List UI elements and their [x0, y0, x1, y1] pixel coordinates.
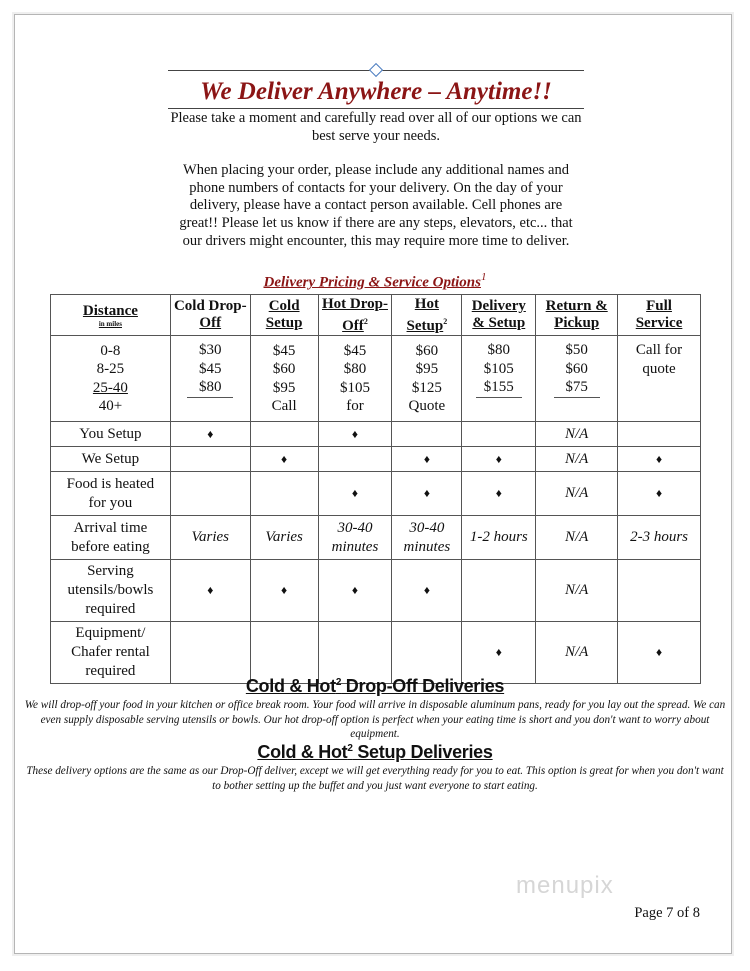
diamond-icon: ♦	[318, 472, 392, 516]
diamond-icon: ♦	[618, 622, 701, 684]
header-distance: Distance in miles	[51, 295, 171, 336]
diamond-icon: ♦	[618, 447, 701, 472]
na-cell: N/A	[536, 516, 618, 560]
return-pickup-prices: $50 $60 $75	[536, 336, 618, 422]
minutes-cell: 30-40 minutes	[318, 516, 392, 560]
minutes-cell: 30-40 minutes	[392, 516, 462, 560]
arrival-time-row	[51, 516, 701, 560]
na-cell: N/A	[536, 560, 618, 622]
row-label-serving-utensils: Serving utensils/bowls required	[51, 560, 171, 622]
setup-section	[22, 742, 728, 793]
title-block	[168, 70, 584, 109]
you-setup-row	[51, 422, 701, 447]
header-hot-setup: Hot Setup$^2$	[392, 295, 462, 336]
row-label-equipment: Equipment/ Chafer rental required	[51, 622, 171, 684]
section-title-footnote: 1	[480, 271, 487, 283]
section-title	[0, 271, 750, 291]
distance-values: 0-8 8-25 25-40 40+	[51, 336, 171, 422]
header-hot-dropoff: Hot Drop- Off$^2$	[318, 295, 392, 336]
delivery-setup-prices: $80 $105 $155	[462, 336, 536, 422]
full-service-prices: Call for quote	[618, 336, 701, 422]
header-full-service: Full Service	[618, 295, 701, 336]
dropoff-section	[22, 676, 728, 742]
header-return-pickup: Return & Pickup	[536, 295, 618, 336]
diamond-icon: ♦	[250, 560, 318, 622]
instructions-paragraph: When placing your order, please include any additional names and phone numbers of contacts for your delivery. On the day of your delivery, please have a contact person available. Cell phones are great!! Please let us know if there are any steps, elevators, etc... that our drivers might encounter, this may require more time to deliver.	[179, 162, 573, 249]
row-label-food-heated: Food is heated for you	[51, 472, 171, 516]
equipment-row	[51, 622, 701, 684]
hot-setup-prices: $60 $95 $125 Quote	[392, 336, 462, 422]
serving-utensils-row	[51, 560, 701, 622]
header-cold-setup: Cold Setup	[250, 295, 318, 336]
page-title: We Deliver Anywhere – Anytime!!	[200, 78, 552, 105]
we-setup-row	[51, 447, 701, 472]
row-label-arrival-time: Arrival time before eating	[51, 516, 171, 560]
menupix-watermark: menupix	[516, 872, 614, 899]
diamond-icon: ♦	[318, 560, 392, 622]
header-cold-dropoff: Cold Drop- Off	[170, 295, 250, 336]
food-heated-row	[51, 472, 701, 516]
two-three-hours-cell: 2-3 hours	[618, 516, 701, 560]
price-row	[51, 336, 701, 422]
title-rule-bottom	[168, 108, 584, 109]
hot-dropoff-prices: $45 $80 $105 for	[318, 336, 392, 422]
diamond-icon: ♦	[170, 560, 250, 622]
setup-description: These delivery options are the same as our Drop-Off deliver, except we will get everything ready for you to eat. This option is great for when you don't want to bother setting up the buffet and you just want everyone to start eating.	[26, 765, 724, 792]
setup-heading: Cold & Hot$^2$ Setup Deliveries	[257, 742, 493, 762]
diamond-icon: ♦	[392, 560, 462, 622]
diamond-icon: ♦	[170, 422, 250, 447]
diamond-icon: ♦	[462, 447, 536, 472]
diamond-icon: ♦	[392, 472, 462, 516]
diamond-icon: ♦	[462, 472, 536, 516]
diamond-icon: ♦	[462, 622, 536, 684]
cold-setup-prices: $45 $60 $95 Call	[250, 336, 318, 422]
cold-dropoff-prices: $30 $45 $80	[170, 336, 250, 422]
varies-cell: Varies	[170, 516, 250, 560]
varies-cell: Varies	[250, 516, 318, 560]
one-two-hours-cell: 1-2 hours	[462, 516, 536, 560]
pricing-table	[50, 294, 701, 684]
header-delivery-setup: Delivery & Setup	[462, 295, 536, 336]
table-header-row	[51, 295, 701, 336]
intro-text	[170, 110, 582, 267]
intro-paragraph: Please take a moment and carefully read over all of our options we can best serve your needs.	[170, 110, 582, 144]
na-cell: N/A	[536, 422, 618, 447]
dropoff-heading: Cold & Hot$^2$ Drop-Off Deliveries	[245, 676, 505, 696]
diamond-icon: ♦	[250, 447, 318, 472]
page-number: Page 7 of 8	[634, 905, 700, 921]
row-label-we-setup: We Setup	[51, 447, 171, 472]
dropoff-description: We will drop-off your food in your kitchen or office break room. Your food will arrive in disposable aluminum pans, ready for you lay out the spread. We can even supply disposable serving utensils or bowls. Our hot drop-off option is perfect when your eating time is short and you don't want to worry about equipment.	[24, 699, 726, 741]
diamond-icon: ♦	[618, 472, 701, 516]
diamond-icon: ♦	[318, 422, 392, 447]
na-cell: N/A	[536, 447, 618, 472]
diamond-icon: ♦	[392, 447, 462, 472]
na-cell: N/A	[536, 622, 618, 684]
section-title-text: Delivery Pricing & Service Options	[263, 274, 481, 291]
row-label-you-setup: You Setup	[51, 422, 171, 447]
na-cell: N/A	[536, 472, 618, 516]
